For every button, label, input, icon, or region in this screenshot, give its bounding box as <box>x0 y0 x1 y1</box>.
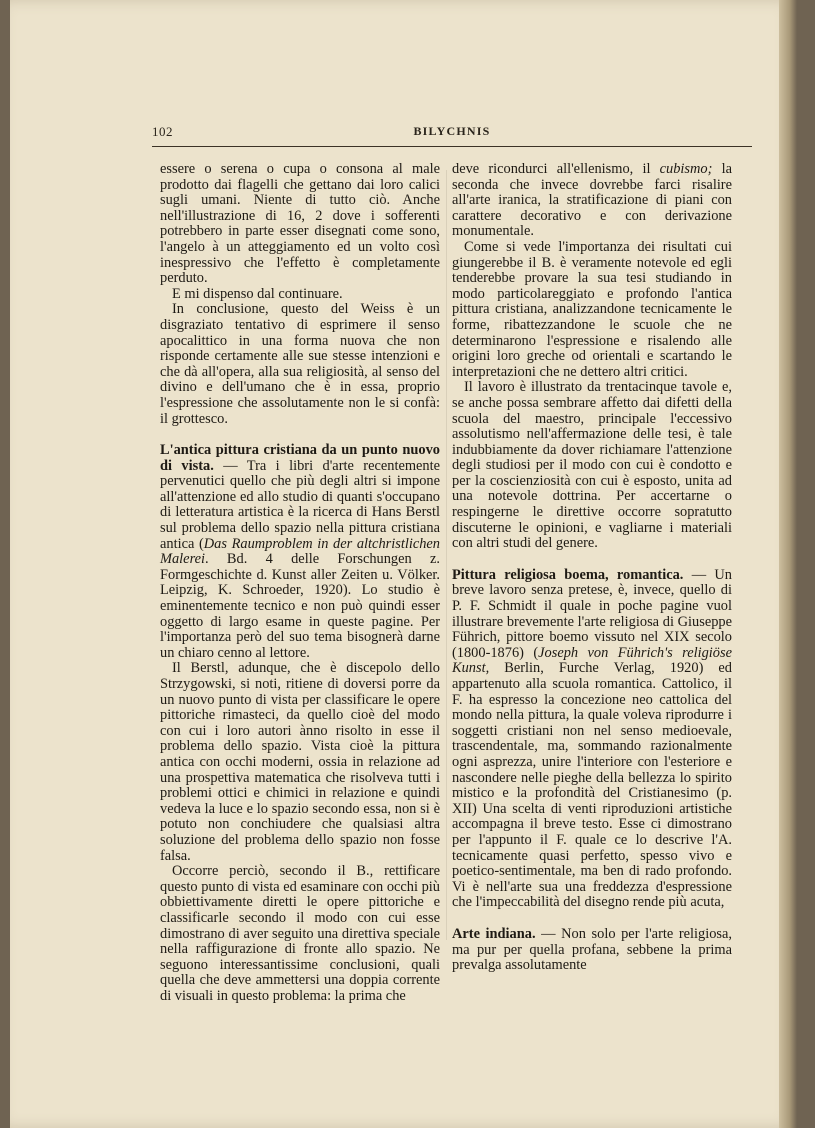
column-gutter <box>446 170 447 940</box>
section-text: — Non solo per l'arte religiosa, ma pur per quella profana, sebbene la prima prevalga assolutamente <box>452 925 732 974</box>
section-text: Berlin, Furche Verlag, 1920) ed appartenuto alla scuola romantica. Cattolico, il F. ha espresso la concezione neo cattolica del mondo nella pittura, la quale voleva riprodurre i soggetti cristiani non nel senso medioevale, trascendentale, ma, sommando razionalmente ogni asprezza, unire l'interiore con l'esteriore e nascondere nelle pieghe della bellezza lo spirito mistico e la profondità del Cristianesimo (p. XII) Una scelta di venti riproduzioni artistiche accompagna il breve testo. Esse ci dimostrano per l'appunto il F. quale ce lo descrive l'A. tecnicamente quasi perfetto, spesso vivo e poetico-sentimentale, ma ben di rado profondo. Vi è nell'arte sua una freddezza d'espressione che l'impeccabilità del disegno rende più acuta, <box>452 660 732 911</box>
right-column <box>452 162 732 974</box>
section-text: — Tra i libri d'arte recentemente pervenutici quello che più degli altri si impone all'attenzione ed allo studio di quanti s'occupano di letteratura artistica è la ricerca di Hans Berstl sul problema dello spazio nella pittura cristiana antica ( <box>160 457 440 552</box>
section-heading: Pittura religiosa boema, romantica. <box>452 566 684 583</box>
book-title: Joseph von Führich's religiöse Kunst, <box>452 644 732 677</box>
page-number: 102 <box>152 124 173 139</box>
section-text: — Un breve lavoro senza pretese, è, invece, quello di P. F. Schmidt il quale in poche pagine vuol illustrare brevemente l'arte religiosa di Giuseppe Führich, pittore boemo vissuto nel XIX secolo (1800-1876) ( <box>452 566 732 661</box>
paragraph: essere o serena o cupa o consona al male prodotto dai flagelli che gettano dai loro calici sugli umani. Niente di tutto ciò. Anche nell'illustrazione di 16, 2 dove i sofferenti potrebbero in parte esser disegnati come sono, l'angelo à un atteggiamento ed un volto così inespressivo che l'effetto è completamente perduto. <box>160 161 440 287</box>
section-heading: Arte indiana. <box>452 925 536 942</box>
italic-term: cubismo; <box>659 161 713 177</box>
running-title: BILYCHNIS <box>413 124 491 138</box>
book-title: Das Raumproblem in der altchristlichen Malerei <box>160 535 440 568</box>
page-header <box>152 124 752 144</box>
paragraph-text: deve ricondurci all'ellenismo, il <box>452 161 660 177</box>
paragraph-text: la seconda che invece dovrebbe farci risalire all'arte iranica, la stratificazione di piani con carattere decorativo e con derivazione monumentale. <box>452 161 733 240</box>
paragraph: E mi dispenso dal continuare. <box>172 285 343 302</box>
paragraph: Come si vede l'importanza dei risultati cui giungerebbe il B. è veramente notevole ed egli tenderebbe provare la sua tesi studiando in modo particolareggiato e profondo l'antica pittura cristiana, analizzandone tecnicamente le forme, ribattezzandone le scuole che ne determinarono l'espressione e risalendo alle origini loro greche od orientali e scartando le interpretazioni che ne dettero altri critici. <box>452 238 732 380</box>
left-column <box>160 162 440 1004</box>
section-antica-pittura <box>160 443 440 661</box>
section-arte-indiana <box>452 927 732 974</box>
paragraph: Il lavoro è illustrato da trentacinque tavole e, se anche possa sembrare affetto dai difetti della scuola del maestro, principale l'eccessivo assolutismo nell'affermazione delle tesi, è tale indubbiamente da dover richiamare l'attenzione degli studiosi per il modo con cui è condotto e per la coscienziosità con cui è esposto, unita ad una notevole dottrina. Per accertarne o respingerne le direttive occorre sopratutto discuterne le opinioni, e vagliarne i materiali con altri studi del genere. <box>452 379 732 552</box>
section-heading: L'antica pittura cristiana da un punto nuovo di vista. <box>160 442 440 474</box>
section-text: . Bd. 4 delle Forschungen z. Formgeschichte d. Kunst aller Zeiten u. Völker. Leipzig, K. Schroeder, 1920). Lo studio è eminentemente tecnico e non può quindi esser oggetto di largo esame in queste pagine. Per l'importanza però del suo tema bisognerà darne un chiaro cenno al lettore. <box>160 551 440 661</box>
paragraph: Occorre perciò, secondo il B., rettificare questo punto di vista ed esaminare con occhi più obbiettivamente diretti le opere pittoriche e classificarle secondo il modo con cui esse dimostrano di aver seguito una direttiva speciale nella raffigurazione di fronte allo spazio. Ne seguono interessantissime conclusioni, quali quella che deve ammettersi una doppia corrente di visuali in questo problema: la prima che <box>160 863 440 1004</box>
section-pittura-boema <box>452 568 732 911</box>
page-edge <box>779 0 797 1128</box>
header-rule <box>152 146 752 147</box>
paragraph <box>452 162 732 240</box>
paragraph: Il Berstl, adunque, che è discepolo dello Strzygowski, si noti, ritiene di doversi porre da un nuovo punto di vista per classificare le opere pittoriche rimasteci, da quello cioè del modo con cui i loro autori ànno risolto in esse il problema dello spazio. Vista cioè la pittura antica con occhi moderni, ossia in relazione ad una prospettiva matematica che risolveva tutti i problemi ottici e chimici in relazione e quindi vedeva la luce e lo spazio secondo essa, non si è potuto non conchiudere che qualsiasi altra soluzione del problema dello spazio non fosse falsa. <box>160 660 440 864</box>
paragraph: In conclusione, questo del Weiss è un disgraziato tentativo di esprimere il senso apocalittico in una forma nuova che non risponde certamente alle sue stesse intenzioni e che dà all'opera, alla sua religiosità, al senso del divino e dell'umano che è in essa, proprio l'espressione che assolutamente non le si confà: il grottesco. <box>160 301 440 427</box>
